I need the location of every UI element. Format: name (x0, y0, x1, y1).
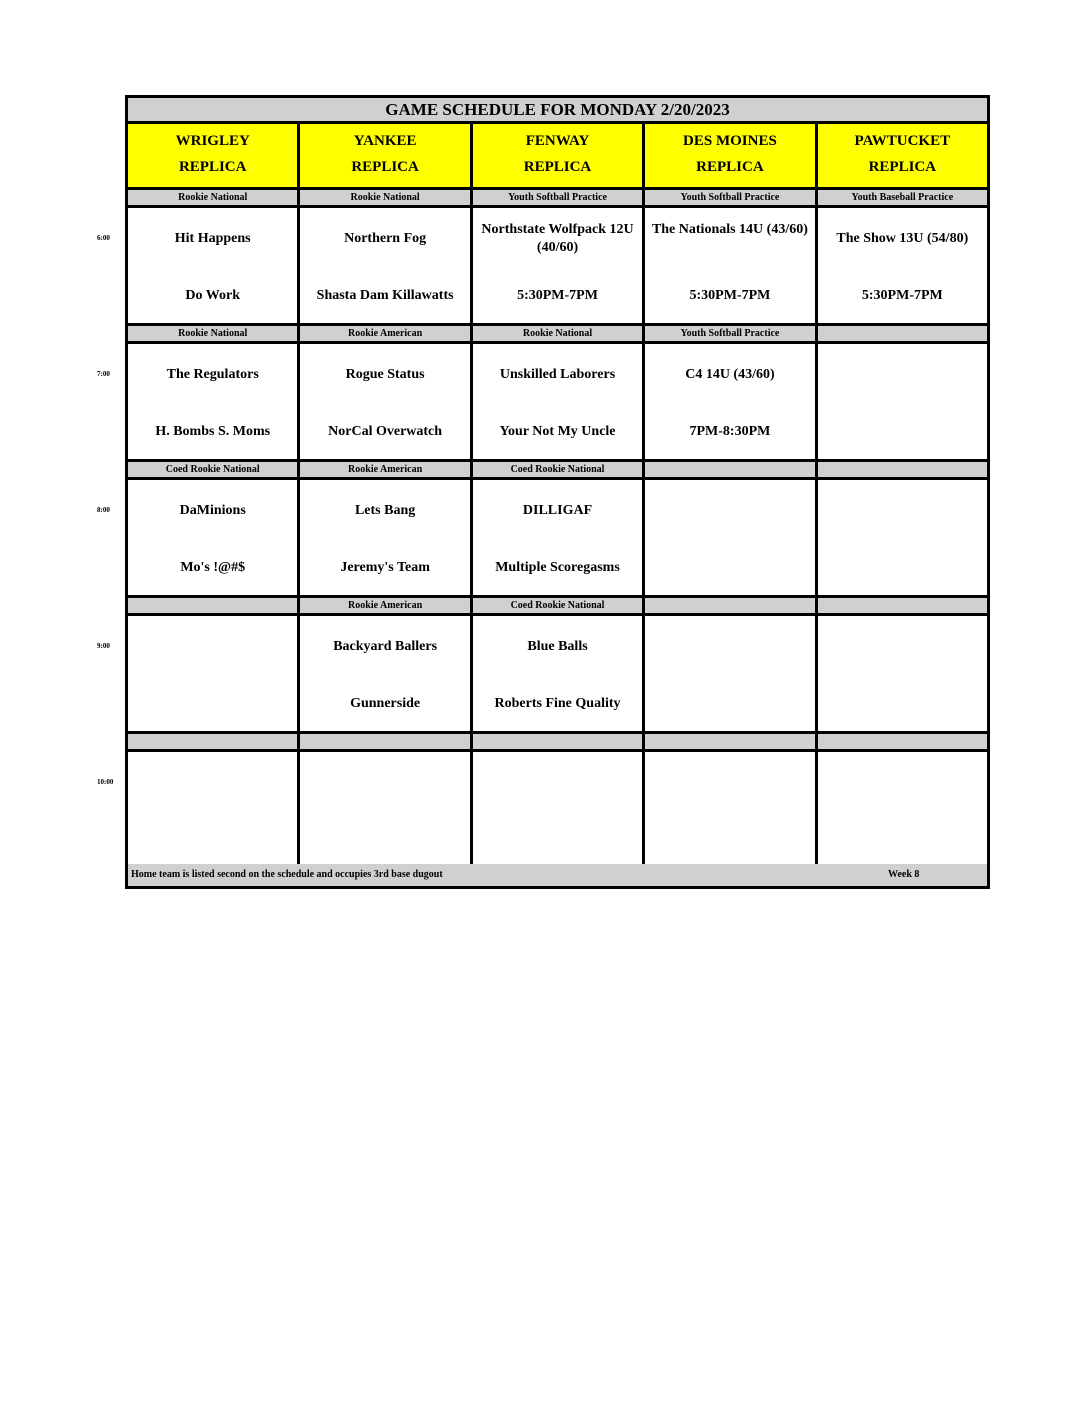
home-team: Multiple Scoregasms (495, 560, 620, 575)
game-cell (128, 752, 300, 867)
schedule-table (125, 95, 990, 889)
game-cell (818, 752, 987, 867)
game-cell (645, 344, 817, 459)
game-row (128, 344, 987, 462)
away-team: Unskilled Laborers (499, 367, 616, 382)
game-cell (645, 752, 817, 867)
division-label (818, 462, 987, 477)
home-team: Gunnerside (350, 696, 421, 711)
away-team: Blue Balls (527, 639, 588, 654)
division-label (818, 598, 987, 613)
game-cell (473, 480, 645, 595)
field-type: REPLICA (868, 159, 937, 175)
game-cell (128, 344, 300, 459)
game-cell (473, 344, 645, 459)
home-team: 5:30PM-7PM (517, 288, 598, 303)
game-cell (473, 208, 645, 323)
home-team: Mo's !@#$ (180, 560, 246, 575)
division-label: Rookie National (128, 326, 300, 341)
division-label (818, 734, 987, 749)
home-team-note: Home team is listed second on the schedule and occupies 3rd base dugout (131, 869, 443, 880)
home-team: 7PM-8:30PM (689, 424, 771, 439)
game-cell (473, 616, 645, 731)
division-label: Rookie National (473, 326, 645, 341)
time-slot-block (128, 190, 987, 326)
game-cell (300, 480, 472, 595)
game-cell (818, 616, 987, 731)
home-team: 5:30PM-7PM (689, 288, 771, 303)
division-label-row (128, 462, 987, 480)
home-team: Your Not My Uncle (499, 424, 616, 439)
division-label: Youth Softball Practice (473, 190, 645, 205)
time-slot-label: 6:00 (97, 234, 110, 242)
game-cell (128, 616, 300, 731)
division-label: Coed Rookie National (473, 462, 645, 477)
game-cell (128, 208, 300, 323)
away-team: DILLIGAF (522, 503, 593, 518)
division-label (645, 598, 817, 613)
time-slot-label: 8:00 (97, 506, 110, 514)
game-cell (128, 480, 300, 595)
division-label (645, 734, 817, 749)
game-cell (300, 344, 472, 459)
field-header-des-moines (645, 124, 817, 187)
field-header-yankee (300, 124, 472, 187)
game-cell (473, 752, 645, 867)
game-cell (818, 208, 987, 323)
game-row (128, 616, 987, 734)
time-slot-block (128, 462, 987, 598)
away-team: Northstate Wolfpack 12U (40/60) (481, 222, 634, 255)
game-cell (818, 480, 987, 595)
division-label: Rookie American (300, 598, 472, 613)
away-team: The Regulators (166, 367, 259, 382)
away-team: Northern Fog (344, 231, 427, 246)
home-team: Roberts Fine Quality (494, 696, 621, 711)
schedule-footer (128, 864, 987, 886)
time-slot-block (128, 734, 987, 870)
division-label: Youth Softball Practice (645, 326, 817, 341)
game-cell (300, 616, 472, 731)
division-label-row (128, 598, 987, 616)
time-slot-label: 10:00 (97, 778, 114, 786)
home-team: NorCal Overwatch (328, 424, 443, 439)
field-name: FENWAY (525, 133, 590, 149)
division-label: Rookie American (300, 462, 472, 477)
home-team: Shasta Dam Killawatts (316, 288, 454, 303)
time-slot-block (128, 598, 987, 734)
field-type: REPLICA (351, 159, 419, 175)
division-label-row (128, 326, 987, 344)
time-slot-label: 9:00 (97, 642, 110, 650)
field-header-fenway (473, 124, 645, 187)
division-label: Coed Rookie National (473, 598, 645, 613)
game-cell (300, 752, 472, 867)
division-label: Rookie National (128, 190, 300, 205)
field-name: PAWTUCKET (854, 133, 951, 149)
field-header-row (128, 124, 987, 190)
game-cell (645, 616, 817, 731)
game-row (128, 480, 987, 598)
division-label: Youth Softball Practice (645, 190, 817, 205)
field-header-wrigley (128, 124, 300, 187)
game-cell (818, 344, 987, 459)
time-slot-label: 7:00 (97, 370, 110, 378)
division-label (300, 734, 472, 749)
division-label-row (128, 734, 987, 752)
field-name: WRIGLEY (175, 133, 250, 149)
away-team: DaMinions (179, 503, 246, 518)
home-team: Do Work (185, 288, 240, 303)
away-team: The Nationals 14U (43/60) (651, 222, 808, 237)
division-label (818, 326, 987, 341)
field-type: REPLICA (523, 159, 592, 175)
away-team: The Show 13U (54/80) (836, 231, 969, 246)
division-label (128, 734, 300, 749)
home-team: 5:30PM-7PM (861, 288, 943, 303)
field-type: REPLICA (696, 159, 764, 175)
division-label: Rookie National (300, 190, 472, 205)
away-team: Lets Bang (354, 503, 416, 518)
game-row (128, 208, 987, 326)
home-team: H. Bombs S. Moms (155, 424, 271, 439)
time-slot-block (128, 326, 987, 462)
week-label: Week 8 (888, 869, 920, 880)
schedule-title: GAME SCHEDULE FOR MONDAY 2/20/2023 (128, 98, 987, 124)
division-label (128, 598, 300, 613)
division-label: Rookie American (300, 326, 472, 341)
field-name: DES MOINES (683, 133, 777, 149)
away-team: Hit Happens (174, 231, 251, 246)
game-cell (300, 208, 472, 323)
field-header-pawtucket (818, 124, 987, 187)
away-team: Rogue Status (345, 367, 425, 382)
division-label (645, 462, 817, 477)
away-team: C4 14U (43/60) (685, 367, 775, 382)
game-cell (645, 208, 817, 323)
field-name: YANKEE (353, 133, 417, 149)
away-team: Backyard Ballers (333, 639, 438, 654)
division-label (473, 734, 645, 749)
division-label: Coed Rookie National (128, 462, 300, 477)
game-row (128, 752, 987, 870)
home-team: Jeremy's Team (340, 560, 430, 575)
division-label-row (128, 190, 987, 208)
field-type: REPLICA (178, 159, 247, 175)
division-label: Youth Baseball Practice (851, 192, 954, 203)
game-cell (645, 480, 817, 595)
